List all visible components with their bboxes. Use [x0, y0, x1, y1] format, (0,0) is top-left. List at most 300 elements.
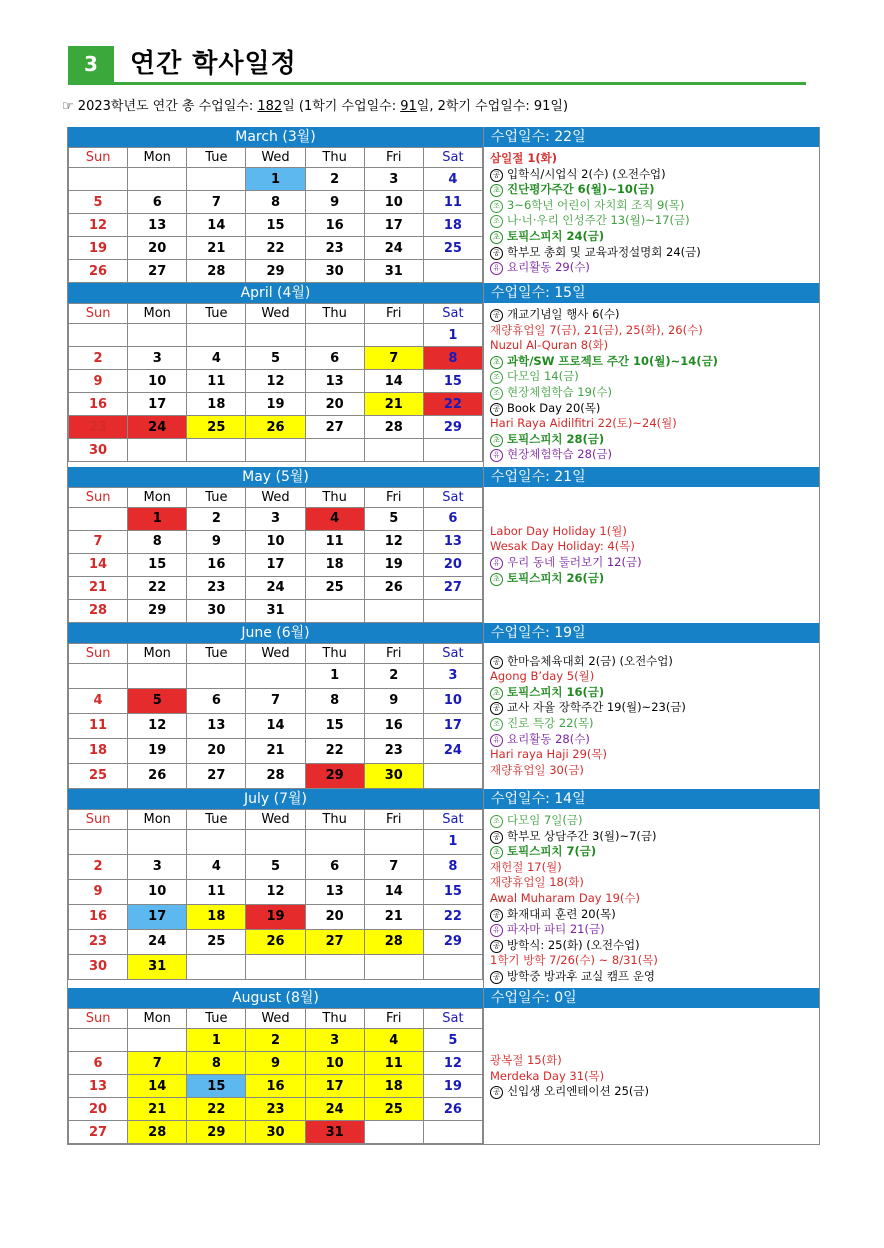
event-text: 과학/SW 프로젝트 주간 10(월)~14(금): [507, 353, 718, 368]
calendar-day: 6: [305, 347, 364, 370]
calendar-day: 27: [69, 1121, 128, 1144]
calendar-day: 7: [364, 854, 423, 879]
week-row: [69, 576, 483, 599]
calendar-day: 18: [305, 553, 364, 576]
circled-category-icon: 유: [490, 262, 503, 275]
calendar-day: 3: [305, 1029, 364, 1052]
event-item: [490, 732, 813, 748]
calendar-day: 3: [246, 507, 305, 530]
weekday-label: Wed: [246, 304, 305, 324]
circled-category-icon: 공: [490, 971, 503, 984]
event-item: [490, 1084, 813, 1100]
calendar-day: 5: [246, 854, 305, 879]
calendar-day: 29: [187, 1121, 246, 1144]
calendar-empty-cell: [305, 599, 364, 622]
calendar-day: 8: [305, 688, 364, 713]
calendar-day: 4: [69, 688, 128, 713]
calendar-day: 20: [423, 553, 482, 576]
calendar-day: 16: [187, 553, 246, 576]
calendar-grid: [68, 1008, 483, 1144]
calendar-empty-cell: [305, 829, 364, 854]
calendar-day: 5: [69, 191, 128, 214]
calendar-day: 2: [364, 663, 423, 688]
week-row: [69, 439, 483, 462]
summary-mid1: 일 (1학기 수업일수:: [282, 99, 401, 114]
calendar-day: 22: [305, 738, 364, 763]
calendar-day: 11: [187, 370, 246, 393]
event-text: 방학중 방과후 교실 캠프 운영: [507, 968, 655, 983]
calendar-day: 19: [69, 237, 128, 260]
calendar-empty-cell: [128, 168, 187, 191]
calendar-day: 26: [246, 416, 305, 439]
week-row: [69, 663, 483, 688]
event-item: [490, 167, 813, 183]
event-text: Book Day 20(목): [507, 400, 601, 415]
calendar-grid: [68, 809, 483, 980]
weekday-label: Mon: [128, 809, 187, 829]
calendar-day: 31: [246, 599, 305, 622]
circled-category-icon: 초: [490, 356, 503, 369]
calendar-grid: [68, 147, 483, 283]
month-notes: [483, 988, 819, 1144]
event-item: [490, 416, 813, 432]
event-text: 개교기념일 행사 6(수): [507, 307, 620, 321]
event-item: [490, 245, 813, 261]
section-header: [68, 46, 806, 84]
calendar-day: 23: [69, 929, 128, 954]
week-row: [69, 191, 483, 214]
weekday-label: Thu: [305, 1009, 364, 1029]
calendar-day: 14: [364, 370, 423, 393]
calendar-day: 28: [364, 416, 423, 439]
calendar-empty-cell: [423, 439, 482, 462]
calendar-day: 20: [305, 904, 364, 929]
event-item: [490, 907, 813, 923]
weekday-label: Wed: [246, 1009, 305, 1029]
event-item: [490, 669, 813, 685]
event-text: 요리활동 28(수): [507, 731, 590, 746]
event-item: [490, 654, 813, 670]
calendar-day: 22: [246, 237, 305, 260]
circled-category-icon: 초: [490, 231, 503, 244]
event-item: [490, 260, 813, 276]
calendar-day: 11: [187, 879, 246, 904]
event-text: Wesak Day Holiday: 4(목): [490, 539, 635, 554]
weekday-label: Mon: [128, 487, 187, 507]
calendar-empty-cell: [423, 599, 482, 622]
calendar-day: 16: [69, 904, 128, 929]
event-text: 재량휴업일 30(금): [490, 762, 584, 777]
weekday-label: Sun: [69, 1009, 128, 1029]
summary-sem1-days: 91: [400, 99, 417, 114]
calendar-day: 17: [364, 214, 423, 237]
week-row: [69, 879, 483, 904]
event-text: 신입생 오리엔테이션 25(금): [507, 1084, 650, 1099]
calendar-empty-cell: [423, 763, 482, 788]
weekday-label: Sat: [423, 487, 482, 507]
calendar-day: 1: [128, 507, 187, 530]
calendar-day: 10: [128, 879, 187, 904]
event-item: [490, 938, 813, 954]
calendar-day: 24: [128, 929, 187, 954]
week-row: [69, 1029, 483, 1052]
event-item: [490, 323, 813, 339]
calendar-day: 1: [246, 168, 305, 191]
weekday-label: Fri: [364, 304, 423, 324]
calendar-empty-cell: [69, 324, 128, 347]
event-text: 토픽스피치 16(금): [507, 684, 605, 699]
circled-category-icon: 유: [490, 734, 503, 747]
summary-mid2: 일, 2학기 수업일수: 91일): [416, 99, 569, 114]
weekday-label: Tue: [187, 487, 246, 507]
event-text: 입학식/시업식 2(수) (오전수업): [507, 166, 666, 181]
calendar-day: 14: [128, 1075, 187, 1098]
week-row: [69, 688, 483, 713]
calendar-day: 7: [187, 191, 246, 214]
calendar-day: 24: [423, 738, 482, 763]
month-title: March (3월): [68, 127, 483, 147]
weekday-label: Tue: [187, 1009, 246, 1029]
calendar-day: 22: [128, 576, 187, 599]
event-item: [490, 198, 813, 214]
calendar-day: 3: [364, 168, 423, 191]
calendar-empty-cell: [187, 324, 246, 347]
calendar-day: 28: [364, 929, 423, 954]
calendar-day: 7: [364, 347, 423, 370]
calendar-day: 30: [69, 954, 128, 979]
event-text: 토픽스피치 26(금): [507, 570, 605, 585]
calendar-day: 20: [187, 738, 246, 763]
week-row: [69, 347, 483, 370]
event-item: [490, 571, 813, 587]
calendar-day: 30: [305, 260, 364, 283]
calendar-day: 16: [69, 393, 128, 416]
calendar-day: 29: [423, 929, 482, 954]
calendar-day: 4: [305, 507, 364, 530]
calendar-day: 19: [423, 1075, 482, 1098]
month-calendar: [68, 789, 483, 989]
week-row: [69, 393, 483, 416]
calendar-day: 24: [128, 416, 187, 439]
weekday-label: Tue: [187, 148, 246, 168]
calendar-day: 19: [364, 553, 423, 576]
calendar-day: 12: [246, 370, 305, 393]
month-calendar: [68, 283, 483, 467]
weekday-label: Wed: [246, 809, 305, 829]
week-row: [69, 553, 483, 576]
circled-category-icon: 유: [490, 924, 503, 937]
calendar-day: 8: [423, 347, 482, 370]
weekday-label: Thu: [305, 487, 364, 507]
event-item: [490, 151, 813, 167]
weekday-label: Sun: [69, 643, 128, 663]
week-row: [69, 854, 483, 879]
calendar-day: 12: [128, 713, 187, 738]
event-text: 파자마 파티 21(금): [507, 922, 605, 937]
weekday-label: Mon: [128, 304, 187, 324]
event-item: [490, 700, 813, 716]
calendar-day: 18: [187, 393, 246, 416]
calendar-empty-cell: [364, 1121, 423, 1144]
month-calendar: [68, 988, 483, 1144]
calendar-day: 21: [364, 904, 423, 929]
event-item: [490, 875, 813, 891]
calendar-day: 9: [187, 530, 246, 553]
calendar-day: 2: [69, 854, 128, 879]
month-notes: [483, 467, 819, 623]
event-item: [490, 229, 813, 245]
calendar-empty-cell: [246, 954, 305, 979]
calendar-empty-cell: [364, 324, 423, 347]
calendar-empty-cell: [246, 829, 305, 854]
event-item: [490, 385, 813, 401]
calendar-day: 27: [128, 260, 187, 283]
event-item: [490, 891, 813, 907]
event-list: [484, 809, 819, 989]
event-item: [490, 813, 813, 829]
weekday-label: Sun: [69, 304, 128, 324]
calendar-day: 3: [423, 663, 482, 688]
month-section: [68, 127, 819, 283]
circled-category-icon: 공: [490, 1086, 503, 1099]
month-calendar: [68, 467, 483, 623]
calendar-day: 11: [364, 1052, 423, 1075]
event-text: 재헌절 17(월): [490, 859, 562, 874]
calendar-day: 7: [69, 530, 128, 553]
calendar-day: 18: [423, 214, 482, 237]
calendar-day: 9: [364, 688, 423, 713]
calendar-day: 18: [187, 904, 246, 929]
event-text: Awal Muharam Day 19(수): [490, 890, 640, 905]
calendar-day: 27: [305, 929, 364, 954]
calendar-empty-cell: [246, 324, 305, 347]
calendar-day: 25: [364, 1098, 423, 1121]
circled-category-icon: 조: [490, 200, 503, 213]
circled-category-icon: 초: [490, 434, 503, 447]
calendar-day: 27: [423, 576, 482, 599]
weekday-header-row: [69, 809, 483, 829]
calendar-day: 5: [423, 1029, 482, 1052]
calendar-day: 30: [246, 1121, 305, 1144]
calendar-empty-cell: [128, 324, 187, 347]
event-list: [484, 487, 819, 623]
calendar-empty-cell: [128, 663, 187, 688]
event-item: [490, 860, 813, 876]
calendar-day: 10: [246, 530, 305, 553]
calendar-day: 31: [128, 954, 187, 979]
month-notes: [483, 127, 819, 283]
month-notes: [483, 789, 819, 989]
school-days-count: 수업일수: 15일: [484, 283, 819, 303]
calendar-day: 18: [364, 1075, 423, 1098]
weekday-label: Wed: [246, 487, 305, 507]
weekday-label: Thu: [305, 643, 364, 663]
calendar-day: 9: [69, 370, 128, 393]
calendar-grid: [68, 643, 483, 789]
week-row: [69, 929, 483, 954]
calendar-day: 25: [423, 237, 482, 260]
calendar-day: 2: [305, 168, 364, 191]
month-section: [68, 283, 819, 467]
weekday-label: Mon: [128, 148, 187, 168]
event-item: [490, 829, 813, 845]
calendar-day: 6: [423, 507, 482, 530]
calendar-empty-cell: [128, 1029, 187, 1052]
calendar-day: 31: [364, 260, 423, 283]
week-row: [69, 713, 483, 738]
calendar-day: 23: [69, 416, 128, 439]
month-title: June (6월): [68, 623, 483, 643]
calendar-day: 27: [187, 763, 246, 788]
circled-category-icon: 공: [490, 909, 503, 922]
event-item: [490, 338, 813, 354]
circled-category-icon: 공: [490, 656, 503, 669]
event-text: 방학식: 25(화) (오전수업): [507, 937, 640, 952]
event-item: [490, 432, 813, 448]
circled-category-icon: 공: [490, 309, 503, 322]
weekday-header-row: [69, 304, 483, 324]
calendar-day: 10: [305, 1052, 364, 1075]
calendar-day: 12: [246, 879, 305, 904]
circled-category-icon: 조: [490, 215, 503, 228]
calendar-day: 16: [246, 1075, 305, 1098]
circled-category-icon: 유: [490, 557, 503, 570]
week-row: [69, 507, 483, 530]
calendar-day: 21: [246, 738, 305, 763]
calendar-day: 7: [128, 1052, 187, 1075]
calendar-day: 23: [187, 576, 246, 599]
calendar-day: 16: [305, 214, 364, 237]
week-row: [69, 599, 483, 622]
event-item: [490, 1053, 813, 1069]
calendar-day: 31: [305, 1121, 364, 1144]
month-notes: [483, 283, 819, 467]
circled-category-icon: 공: [490, 247, 503, 260]
event-text: 우리 동네 둘러보기 12(금): [507, 554, 642, 569]
calendar-empty-cell: [423, 1121, 482, 1144]
circled-category-icon: 공: [490, 831, 503, 844]
calendar-day: 14: [364, 879, 423, 904]
month-notes: [483, 623, 819, 789]
calendar-day: 4: [187, 854, 246, 879]
calendar-day: 7: [246, 688, 305, 713]
circled-category-icon: 조: [490, 371, 503, 384]
calendar-day: 22: [423, 393, 482, 416]
month-section: [68, 467, 819, 623]
week-row: [69, 416, 483, 439]
event-list: [484, 643, 819, 789]
calendar-day: 15: [423, 370, 482, 393]
calendar-day: 29: [305, 763, 364, 788]
calendar-day: 12: [69, 214, 128, 237]
weekday-label: Fri: [364, 809, 423, 829]
calendar-day: 20: [305, 393, 364, 416]
summary-total-days: 182: [257, 99, 283, 114]
calendar-day: 25: [69, 763, 128, 788]
event-text: 한마음체육대회 2(금) (오전수업): [507, 653, 673, 668]
event-text: 다모임 14(금): [507, 369, 579, 384]
week-row: [69, 1075, 483, 1098]
calendar-day: 10: [128, 370, 187, 393]
calendar-day: 13: [69, 1075, 128, 1098]
calendar-day: 2: [187, 507, 246, 530]
calendar-day: 3: [128, 347, 187, 370]
calendar-day: 24: [246, 576, 305, 599]
calendar-day: 14: [187, 214, 246, 237]
week-row: [69, 954, 483, 979]
weekday-label: Sun: [69, 809, 128, 829]
calendar-empty-cell: [69, 507, 128, 530]
circled-category-icon: 초: [490, 687, 503, 700]
circled-category-icon: 초: [490, 573, 503, 586]
calendar-day: 29: [128, 599, 187, 622]
calendar-day: 20: [128, 237, 187, 260]
event-item: [490, 763, 813, 779]
calendar-empty-cell: [187, 168, 246, 191]
event-item: [490, 1069, 813, 1085]
calendar-day: 13: [187, 713, 246, 738]
calendar-day: 30: [364, 763, 423, 788]
event-item: [490, 401, 813, 417]
weekday-label: Sat: [423, 148, 482, 168]
calendar-day: 27: [305, 416, 364, 439]
circled-category-icon: 공: [490, 702, 503, 715]
calendar-day: 28: [128, 1121, 187, 1144]
event-item: [490, 369, 813, 385]
calendar-day: 13: [305, 879, 364, 904]
calendar-day: 25: [305, 576, 364, 599]
calendar-day: 29: [246, 260, 305, 283]
calendar-day: 26: [423, 1098, 482, 1121]
event-item: [490, 447, 813, 463]
calendar-day: 1: [423, 324, 482, 347]
event-text: Hari raya Haji 29(목): [490, 747, 608, 762]
week-row: [69, 370, 483, 393]
calendar-day: 12: [423, 1052, 482, 1075]
calendar-empty-cell: [246, 663, 305, 688]
calendar-day: 28: [187, 260, 246, 283]
calendar-day: 6: [305, 854, 364, 879]
event-item: [490, 922, 813, 938]
calendar-day: 4: [187, 347, 246, 370]
week-row: [69, 260, 483, 283]
calendar-empty-cell: [305, 439, 364, 462]
calendar-day: 26: [69, 260, 128, 283]
circled-category-icon: 공: [490, 169, 503, 182]
calendar-empty-cell: [187, 829, 246, 854]
school-days-count: 수업일수: 0일: [484, 988, 819, 1008]
week-row: [69, 530, 483, 553]
weekday-label: Fri: [364, 148, 423, 168]
calendar-empty-cell: [69, 829, 128, 854]
event-text: 현장체험학습 28(금): [507, 447, 613, 462]
calendar-grid: [68, 303, 483, 462]
calendar-day: 15: [246, 214, 305, 237]
title-underline: [68, 82, 806, 85]
page-title: 연간 학사일정: [130, 49, 297, 79]
calendar-day: 25: [187, 416, 246, 439]
event-text: Agong B’day 5(월): [490, 669, 595, 684]
calendar-day: 26: [246, 929, 305, 954]
calendar-empty-cell: [305, 324, 364, 347]
event-item: [490, 685, 813, 701]
calendar-day: 9: [246, 1052, 305, 1075]
calendar-day: 5: [246, 347, 305, 370]
calendar-day: 4: [423, 168, 482, 191]
calendar-day: 29: [423, 416, 482, 439]
weekday-header-row: [69, 643, 483, 663]
event-text: Merdeka Day 31(목): [490, 1068, 605, 1083]
